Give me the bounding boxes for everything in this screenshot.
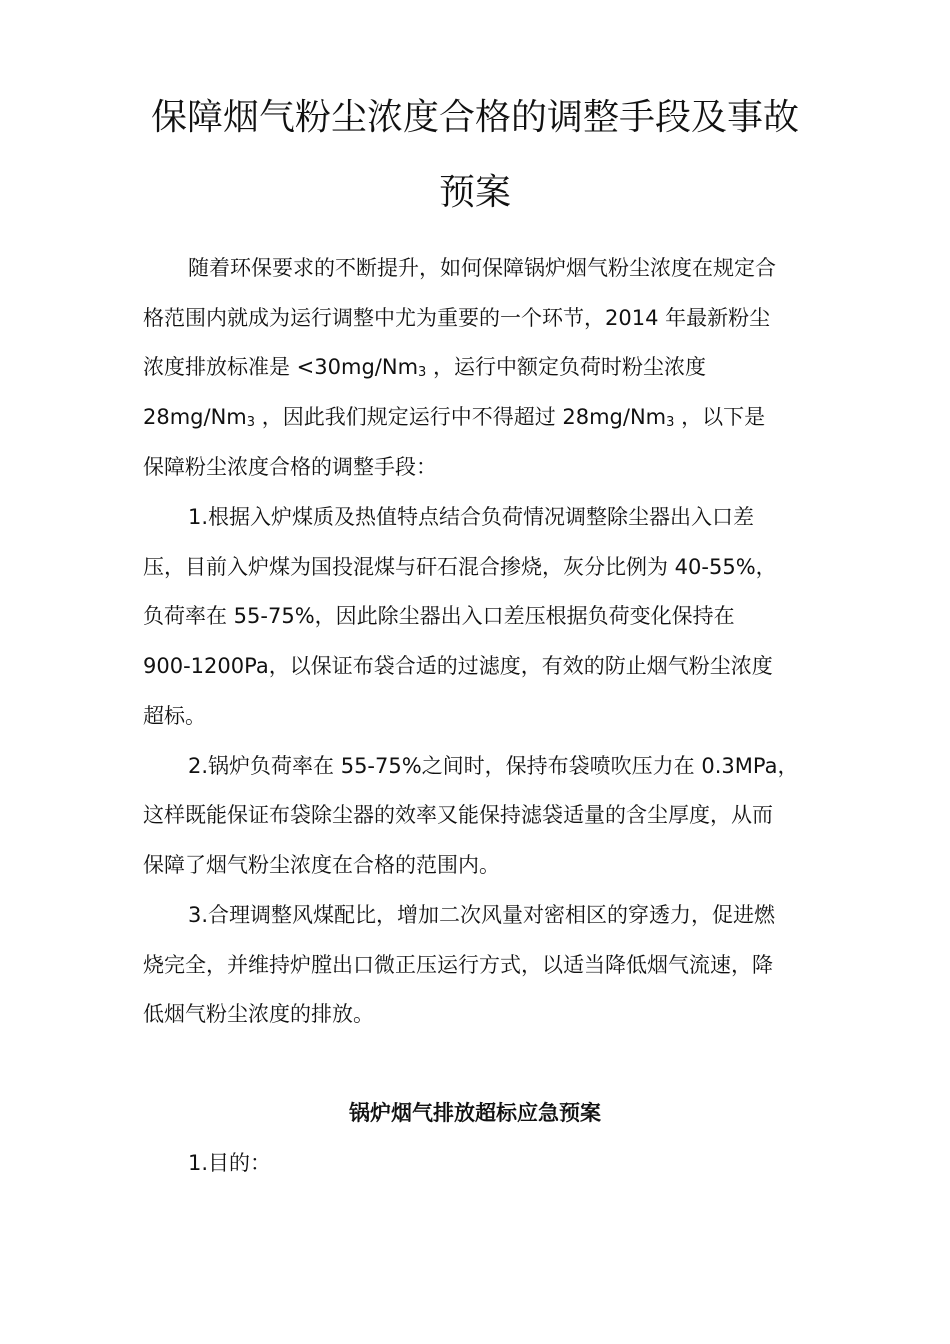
item-3-line-3: 低烟气粉尘浓度的排放。: [143, 1002, 374, 1026]
intro-line-4-text-b: ，因此我们规定运行中不得超过 28mg/Nm: [255, 405, 667, 429]
item-1-line-3: 负荷率在 55-75%，因此除尘器出入口差压根据负荷变化保持在: [143, 604, 735, 628]
item-2-line-1: 2.锅炉负荷率在 55-75%之间时，保持布袋喷吹压力在 0.3MPa，: [188, 754, 799, 778]
intro-line-5: 保障粉尘浓度合格的调整手段：: [143, 455, 437, 479]
item-1-line-4: 900-1200Pa，以保证布袋合适的过滤度，有效的防止烟气粉尘浓度: [143, 654, 773, 678]
unit-subscript: 3: [246, 415, 256, 430]
unit-subscript: 3: [418, 365, 427, 380]
intro-line-4-text-c: ，以下是: [674, 405, 766, 429]
item-3-line-2: 烧完全，并维持炉膛出口微正压运行方式，以适当降低烟气流速，降: [143, 953, 773, 977]
item-2-line-3: 保障了烟气粉尘浓度在合格的范围内。: [143, 853, 500, 877]
unit-subscript: 3: [666, 415, 675, 430]
intro-line-1: 随着环保要求的不断提升，如何保障锅炉烟气粉尘浓度在规定合: [188, 256, 776, 280]
item-1-line-2: 压，目前入炉煤为国投混煤与矸石混合掺烧，灰分比例为 40-55%，: [143, 555, 777, 579]
item-3-line-1: 3.合理调整风煤配比，增加二次风量对密相区的穿透力，促进燃: [188, 903, 776, 927]
intro-line-4-text-a: 28mg/Nm: [143, 405, 247, 429]
intro-line-3: [143, 352, 706, 388]
document-title-line-2: 预案: [438, 172, 511, 213]
purpose-heading: 1.目的：: [188, 1151, 272, 1175]
item-1-line-5: 超标。: [143, 704, 206, 728]
intro-line-3-text-a: 浓度排放标准是 <30mg/Nm: [143, 355, 419, 379]
emergency-plan-heading: 锅炉烟气排放超标应急预案: [349, 1101, 601, 1125]
item-2-line-2: 这样既能保证布袋除尘器的效率又能保持滤袋适量的含尘厚度，从而: [143, 803, 773, 827]
item-1-line-1: 1.根据入炉煤质及热值特点结合负荷情况调整除尘器出入口差: [188, 505, 755, 529]
intro-line-3-text-b: ，运行中额定负荷时粉尘浓度: [426, 355, 706, 379]
intro-line-2: 格范围内就成为运行调整中尤为重要的一个环节，2014 年最新粉尘: [143, 306, 771, 330]
intro-line-4: [143, 402, 765, 438]
document-title-line-1: 保障烟气粉尘浓度合格的调整手段及事故: [150, 97, 799, 138]
